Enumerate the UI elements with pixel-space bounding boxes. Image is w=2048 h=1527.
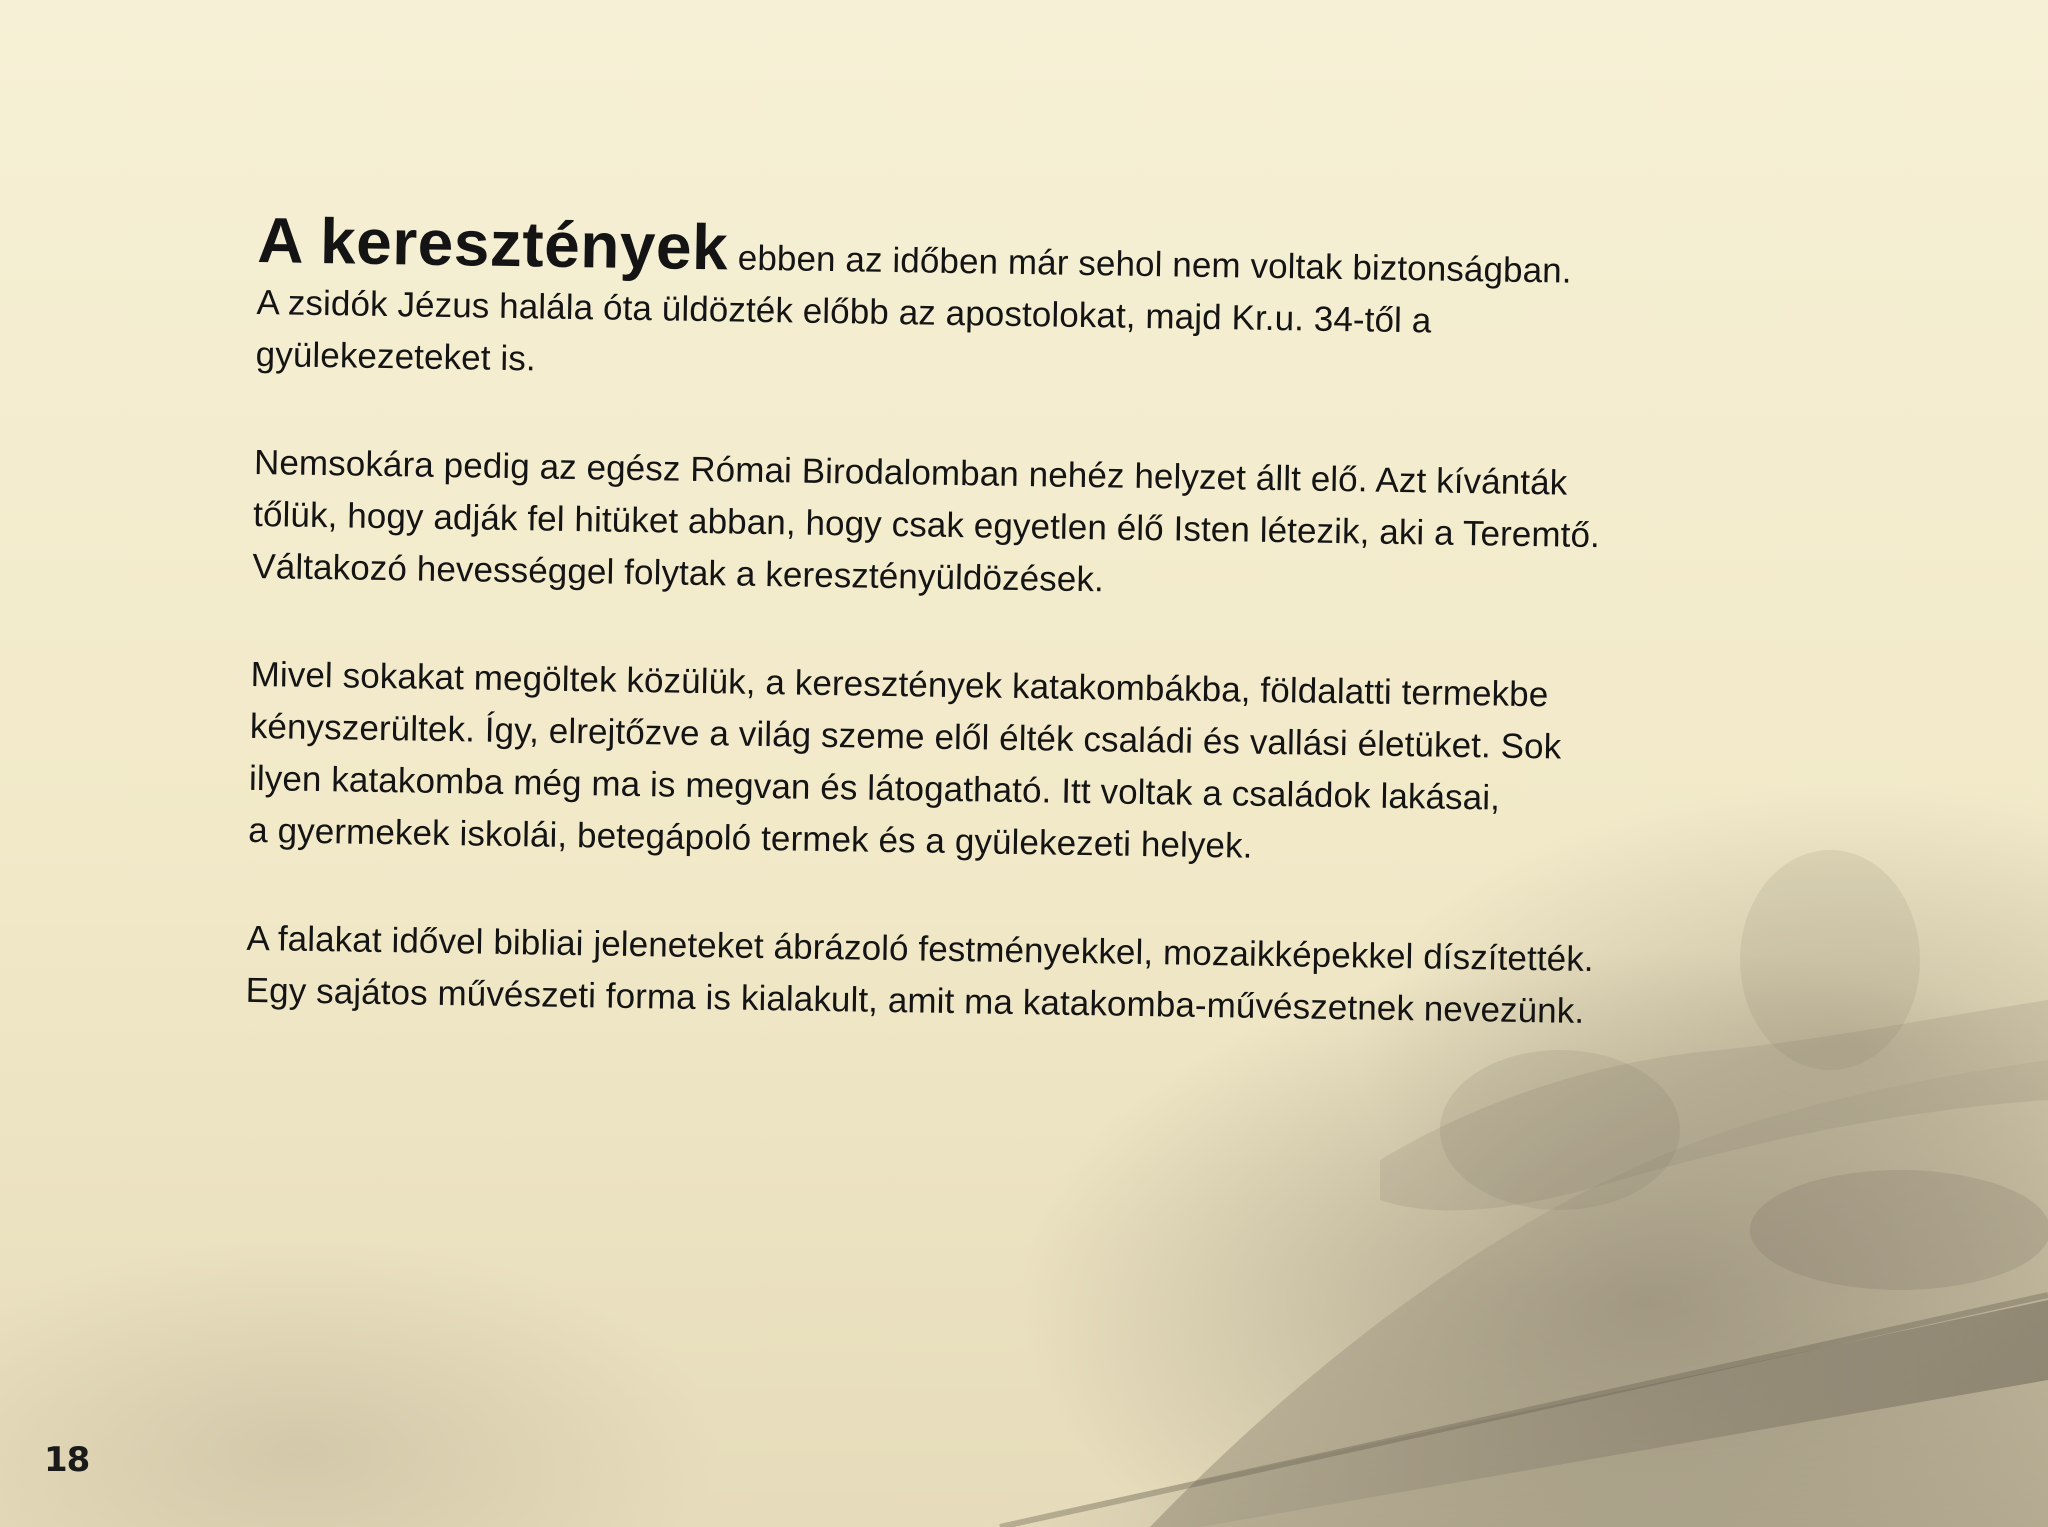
paragraph-line: kényszerültek. Így, elrejtőzve a világ szeme elől élték családi és vallási életüket. Sok [249,706,1562,767]
paragraph-line: Váltakozó hevességgel folytak a keresztényüldözések. [252,546,1105,600]
paragraph-line: Nemsokára pedig az egész Római Birodalomban nehéz helyzet állt elő. Azt kívánták [253,442,1568,503]
paragraph-line: A zsidók Jézus halála óta üldözték előbb az apostolokat, majd Kr.u. 34-től a [256,282,1432,341]
paragraph-line: Mivel sokakat megöltek közülük, a keresztények katakombákba, földalatti termekbe [250,654,1549,715]
background-figure-shape [1440,1050,1680,1210]
paragraph-2 [252,437,1934,619]
paragraph-line: gyülekezeteket is. [255,334,537,379]
page-number: 18 [44,1440,90,1480]
paragraph-3 [248,649,1931,883]
paragraph-1 [255,204,1937,407]
paragraph-line: ilyen katakomba még ma is megvan és látogatható. Itt voltak a családok lakásai, [248,758,1501,818]
lead-word: A keresztények [256,204,729,284]
paragraph-line: Egy sajátos művészeti forma is kialakult, amit ma katakomba-művészetnek nevezünk. [245,970,1585,1031]
article-body [245,204,1937,1043]
paragraph-line: a gyermekek iskolái, betegápoló termek és a gyülekezeti helyek. [247,810,1253,866]
paragraph-line: tőlük, hogy adják fel hitüket abban, hogy csak egyetlen élő Isten létezik, aki a Teremtő. [252,494,1601,556]
paragraph-line: A keresztények ebben az időben már sehol nem voltak biztonságban. [256,204,1572,291]
background-figure-shape [1750,1170,2048,1290]
paragraph-line: A falakat idővel bibliai jeleneteket ábrázoló festményekkel, mozaikképekkel díszítették. [246,918,1594,980]
